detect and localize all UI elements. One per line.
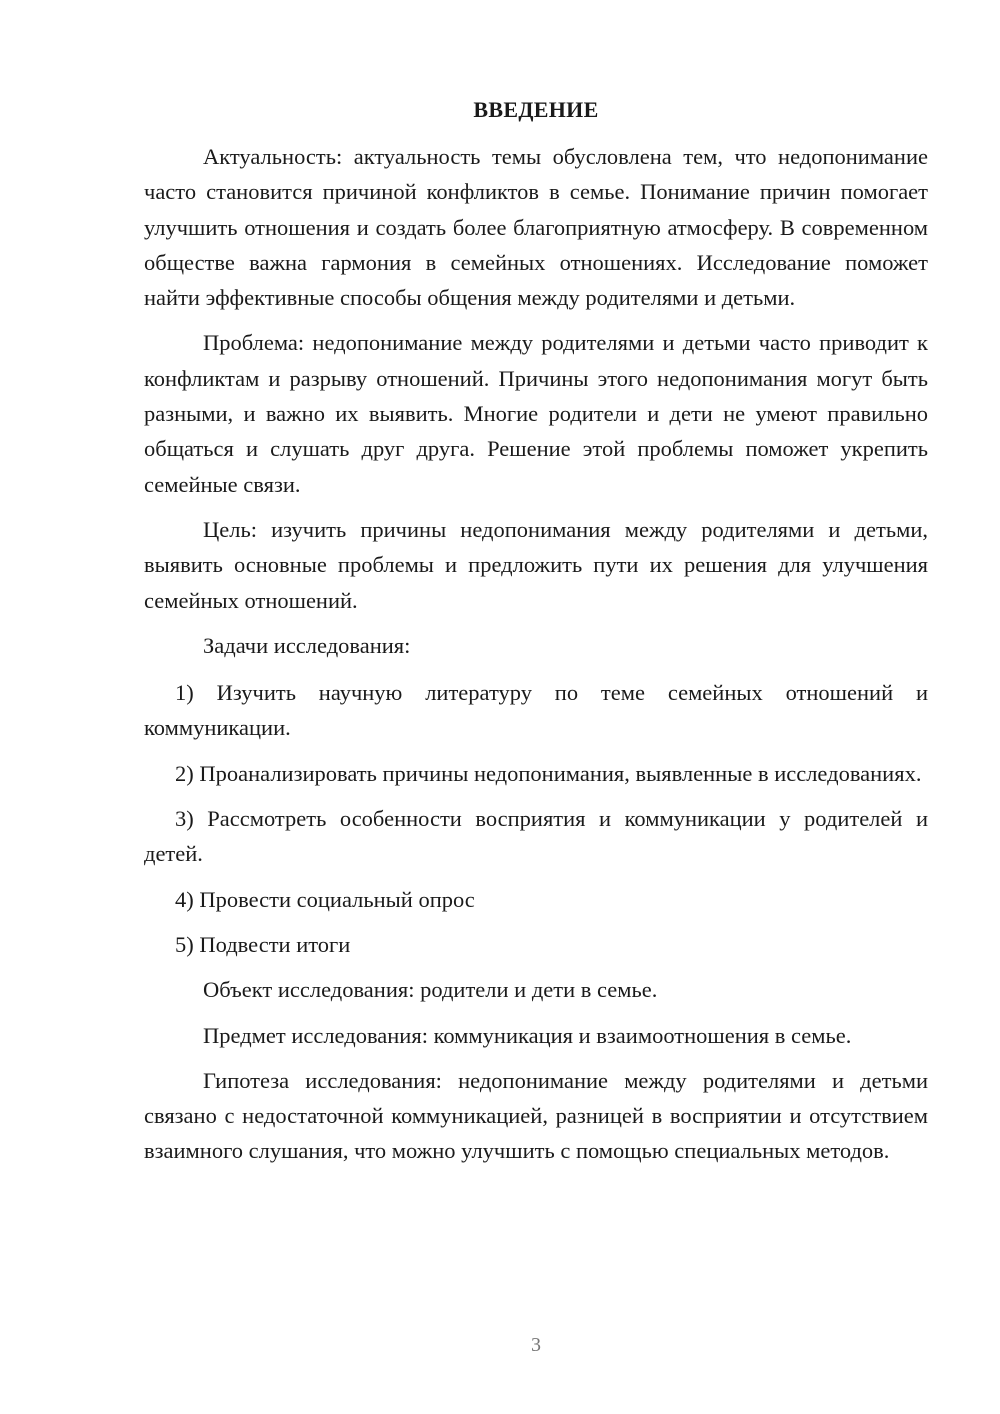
document-page: [144, 95, 928, 1179]
page-number: 3: [531, 1334, 541, 1356]
goal-paragraph: Цель: изучить причины недопонимания между родителями и детьми, выявить основные проблемы и предложить пути их решения для улучшения семейных отношений.: [144, 516, 928, 613]
relevance-paragraph: Актуальность: актуальность темы обусловлена тем, что недопонимание часто становится причиной конфликтов в семье. Понимание причин помогает улучшить отношения и создать более благоприятную атмосферу. В современном обществе важна гармония в семейных отношениях. Исследование поможет найти эффективные способы общения между родителями и детьми.: [144, 144, 928, 311]
hypothesis-paragraph: Гипотеза исследования: недопонимание между родителями и детьми связано с недостаточной коммуникацией, разницей в восприятии и отсутствием взаимного слушания, что можно улучшить с помощью специальных методов.: [144, 1067, 928, 1164]
task-item-3: 3) Рассмотреть особенности восприятия и коммуникации у родителей и детей.: [144, 806, 928, 867]
tasks-heading: Задачи исследования:: [203, 632, 411, 658]
object-paragraph: Объект исследования: родители и дети в семье.: [203, 977, 658, 1003]
task-item-1: 1) Изучить научную литературу по теме семейных отношений и коммуникации.: [144, 680, 928, 741]
subject-paragraph: Предмет исследования: коммуникация и взаимоотношения в семье.: [203, 1022, 852, 1048]
problem-paragraph: Проблема: недопонимание между родителями и детьми часто приводит к конфликтам и разрыву отношений. Причины этого недопонимания могут быть разными, и важно их выявить. Многие родители и дети не умеют правильно общаться и слушать друг друга. Решение этой проблемы поможет укрепить семейные связи.: [144, 330, 928, 497]
task-item-4: 4) Провести социальный опрос: [175, 886, 475, 912]
task-item-5: 5) Подвести итоги: [175, 931, 351, 957]
task-item-2: 2) Проанализировать причины недопонимания, выявленные в исследованиях.: [175, 760, 922, 786]
document-title: ВВЕДЕНИЕ: [473, 97, 599, 122]
